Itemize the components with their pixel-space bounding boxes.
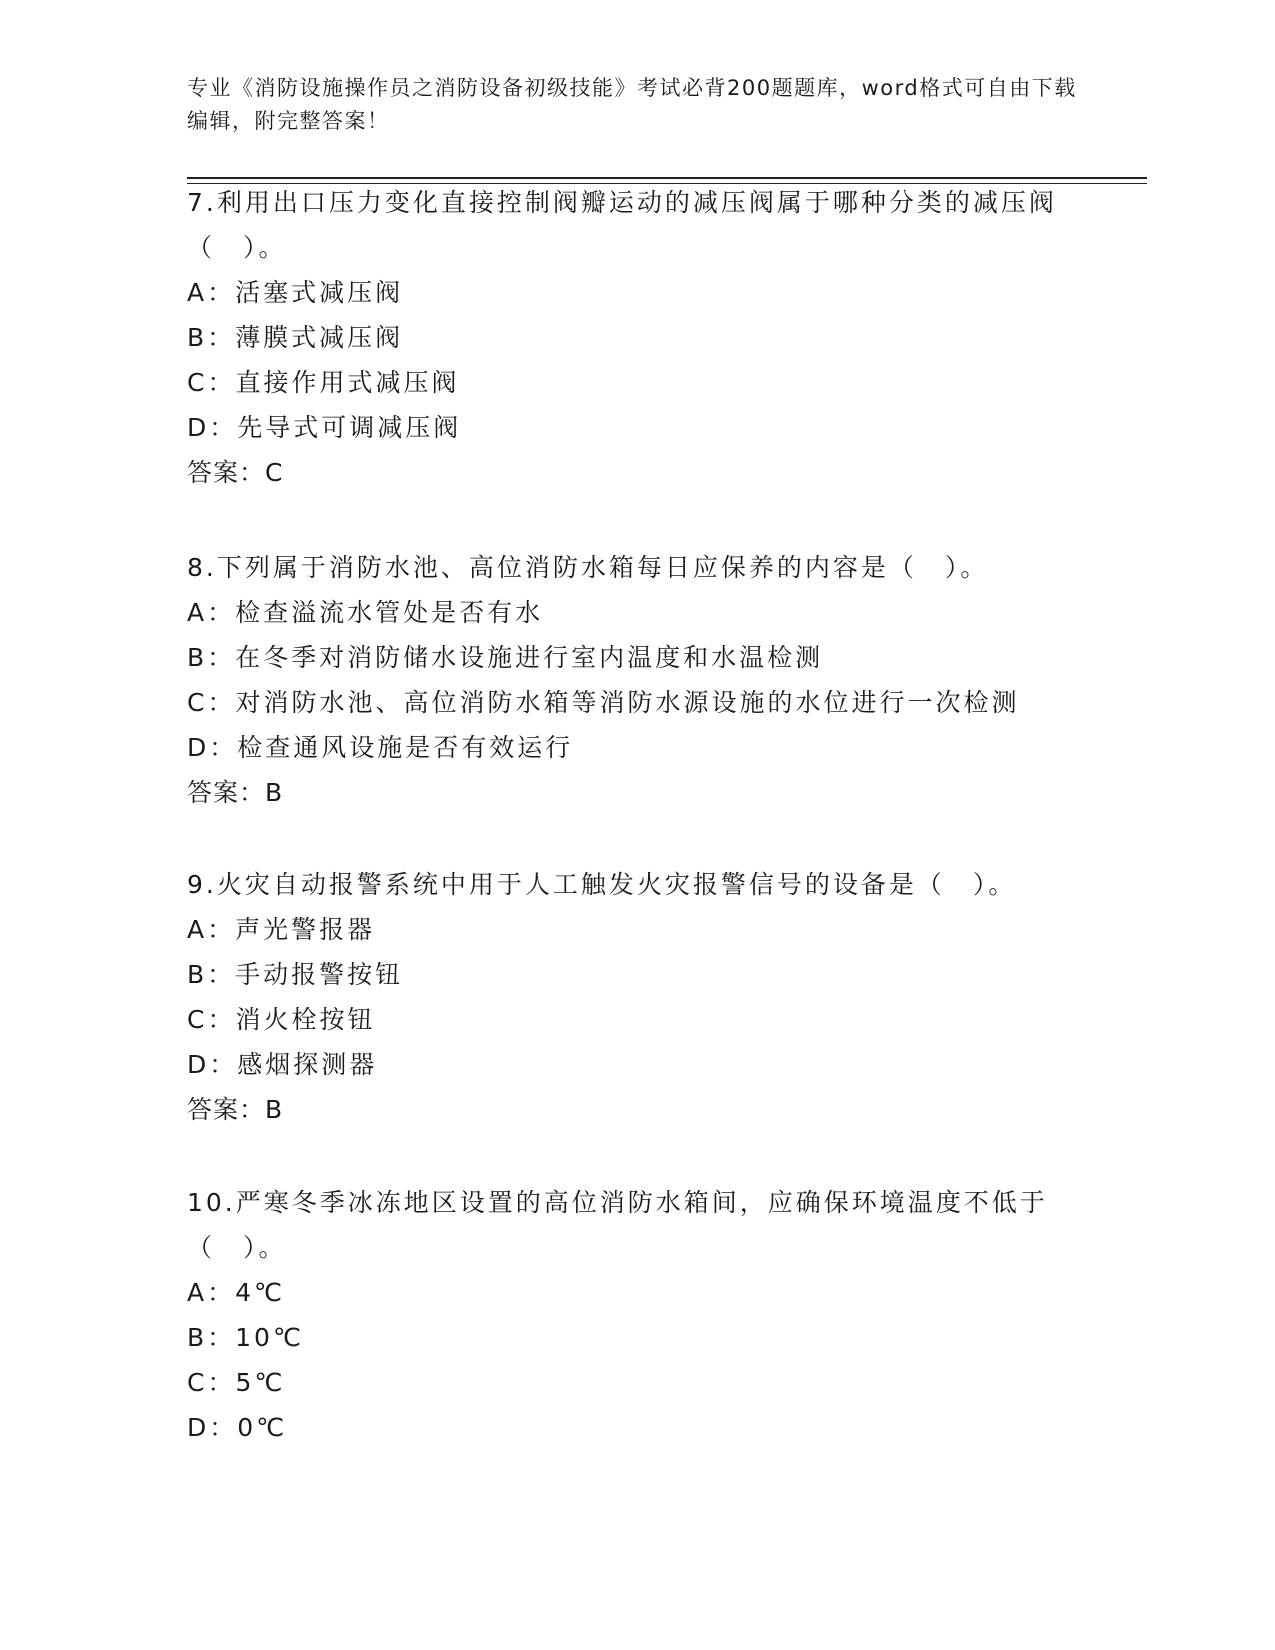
option-c: C：5℃ (187, 1368, 286, 1397)
question-stem: 9.火灾自动报警系统中用于人工触发火灾报警信号的设备是（ ）。 (187, 870, 1017, 899)
option-c: C：直接作用式减压阀 (187, 368, 460, 397)
option-a: A：4℃ (187, 1278, 286, 1307)
question-stem: 8.下列属于消防水池、高位消防水箱每日应保养的内容是（ ）。 (187, 553, 989, 582)
option-a: A：检查溢流水管处是否有水 (187, 598, 544, 627)
question-10 (187, 1180, 1087, 1450)
option-d: D：先导式可调减压阀 (187, 413, 462, 442)
option-d: D：0℃ (187, 1413, 288, 1442)
answer-line: 答案：C (187, 458, 284, 487)
option-d: D：检查通风设施是否有效运行 (187, 733, 574, 762)
question-stem: 7.利用出口压力变化直接控制阀瓣运动的减压阀属于哪种分类的减压阀（ ）。 (187, 188, 1057, 262)
option-c: C：消火栓按钮 (187, 1005, 376, 1034)
header-divider-thick (187, 177, 1147, 179)
answer-line: 答案：B (187, 778, 284, 807)
option-d: D：感烟探测器 (187, 1050, 378, 1079)
answer-line: 答案：B (187, 1095, 284, 1124)
question-stem: 10.严寒冬季冰冻地区设置的高位消防水箱间，应确保环境温度不低于（ ）。 (187, 1188, 1048, 1262)
option-b: B：10℃ (187, 1323, 305, 1352)
option-b: B：手动报警按钮 (187, 960, 404, 989)
document-intro: 专业《消防设施操作员之消防设备初级技能》考试必背200题题库，word格式可自由下载编辑，附完整答案！ (187, 76, 1077, 133)
option-a: A：声光警报器 (187, 915, 376, 944)
option-a: A：活塞式减压阀 (187, 278, 404, 307)
option-b: B：薄膜式减压阀 (187, 323, 404, 352)
question-8 (187, 545, 1087, 815)
question-9 (187, 862, 1087, 1132)
option-b: B：在冬季对消防储水设施进行室内温度和水温检测 (187, 643, 824, 672)
option-c: C：对消防水池、高位消防水箱等消防水源设施的水位进行一次检测 (187, 688, 1020, 717)
question-7 (187, 180, 1087, 495)
